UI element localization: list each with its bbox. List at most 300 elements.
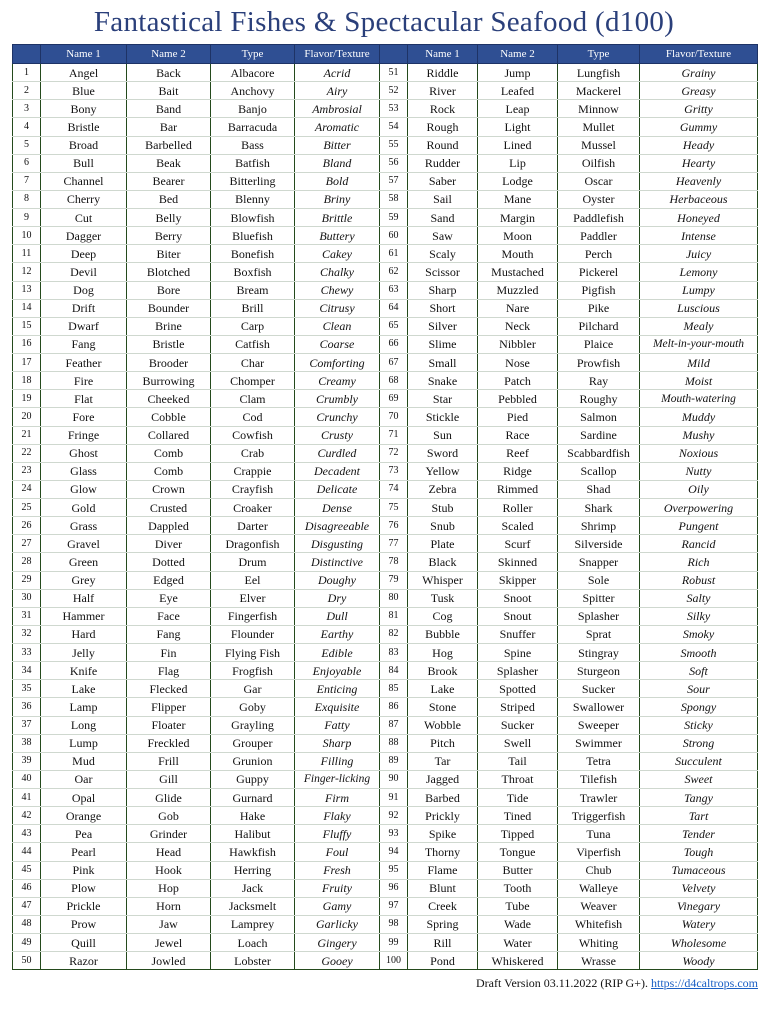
cell-roll-right: 74 [380, 480, 408, 498]
cell-name2-right: Spine [478, 644, 558, 662]
cell-name2-right: Lodge [478, 172, 558, 190]
table-row [13, 118, 758, 136]
cell-name1-right: Blunt [408, 879, 478, 897]
footer-link[interactable]: https://d4caltrops.com [651, 976, 758, 990]
cell-flavor-left: Sharp [295, 734, 380, 752]
cell-name1-right: Flame [408, 861, 478, 879]
cell-name1-left: Ghost [41, 444, 127, 462]
header-name2-left: Name 2 [127, 45, 211, 64]
cell-flavor-right: Velvety [640, 879, 758, 897]
cell-name1-right: Rill [408, 934, 478, 952]
cell-roll-left: 15 [13, 317, 41, 335]
table-row [13, 372, 758, 390]
cell-roll-right: 91 [380, 789, 408, 807]
cell-roll-right: 59 [380, 209, 408, 227]
cell-flavor-left: Aromatic [295, 118, 380, 136]
cell-name2-right: Nare [478, 299, 558, 317]
cell-name1-left: Fang [41, 335, 127, 353]
cell-type-right: Sprat [558, 625, 640, 643]
table-row [13, 444, 758, 462]
footer-version: Draft Version 03.11.2022 (RIP G+). [476, 976, 651, 990]
cell-roll-right: 98 [380, 915, 408, 933]
cell-name2-right: Jump [478, 64, 558, 82]
cell-roll-left: 14 [13, 299, 41, 317]
cell-name2-left: Horn [127, 897, 211, 915]
cell-roll-left: 6 [13, 154, 41, 172]
cell-roll-left: 27 [13, 535, 41, 553]
cell-type-left: Grayling [211, 716, 295, 734]
cell-name2-right: Snoot [478, 589, 558, 607]
cell-name2-right: Margin [478, 209, 558, 227]
cell-roll-left: 42 [13, 807, 41, 825]
cell-name2-left: Bristle [127, 335, 211, 353]
table-row [13, 662, 758, 680]
cell-name1-left: Prow [41, 915, 127, 933]
cell-type-left: Jacksmelt [211, 897, 295, 915]
table-row [13, 680, 758, 698]
cell-flavor-left: Crunchy [295, 408, 380, 426]
cell-name2-right: Reef [478, 444, 558, 462]
cell-type-left: Herring [211, 861, 295, 879]
cell-flavor-left: Comforting [295, 354, 380, 372]
cell-type-right: Paddler [558, 227, 640, 245]
cell-roll-right: 66 [380, 335, 408, 353]
cell-flavor-left: Doughy [295, 571, 380, 589]
cell-flavor-left: Gamy [295, 897, 380, 915]
cell-roll-left: 41 [13, 789, 41, 807]
table-row [13, 734, 758, 752]
cell-name2-left: Bounder [127, 299, 211, 317]
cell-roll-right: 73 [380, 462, 408, 480]
header-flavor-left: Flavor/Texture [295, 45, 380, 64]
cell-flavor-left: Decadent [295, 462, 380, 480]
cell-flavor-left: Bland [295, 154, 380, 172]
cell-flavor-right: Mealy [640, 317, 758, 335]
cell-name1-right: Sword [408, 444, 478, 462]
cell-name2-left: Freckled [127, 734, 211, 752]
cell-name1-right: Star [408, 390, 478, 408]
cell-name1-right: Small [408, 354, 478, 372]
cell-flavor-left: Disgusting [295, 535, 380, 553]
cell-flavor-left: Chalky [295, 263, 380, 281]
cell-name1-right: Saw [408, 227, 478, 245]
cell-flavor-left: Brittle [295, 209, 380, 227]
cell-name1-left: Razor [41, 952, 127, 970]
cell-name1-right: Snake [408, 372, 478, 390]
cell-name2-left: Hook [127, 861, 211, 879]
cell-name1-left: Quill [41, 934, 127, 952]
cell-type-left: Anchovy [211, 82, 295, 100]
cell-name1-right: Tar [408, 752, 478, 770]
table-body [13, 64, 758, 970]
cell-name2-right: Tube [478, 897, 558, 915]
cell-roll-right: 87 [380, 716, 408, 734]
cell-flavor-right: Melt-in-your-mouth [640, 335, 758, 353]
table-row [13, 227, 758, 245]
header-flavor-right: Flavor/Texture [640, 45, 758, 64]
cell-flavor-left: Dense [295, 499, 380, 517]
cell-flavor-left: Fluffy [295, 825, 380, 843]
cell-roll-left: 36 [13, 698, 41, 716]
cell-roll-right: 55 [380, 136, 408, 154]
cell-type-right: Oscar [558, 172, 640, 190]
cell-roll-left: 30 [13, 589, 41, 607]
cell-roll-right: 72 [380, 444, 408, 462]
table-row [13, 607, 758, 625]
table-row [13, 517, 758, 535]
table-row [13, 263, 758, 281]
cell-name1-right: Scaly [408, 245, 478, 263]
cell-name1-left: Deep [41, 245, 127, 263]
cell-name2-right: Lined [478, 136, 558, 154]
cell-roll-left: 26 [13, 517, 41, 535]
cell-name1-left: Green [41, 553, 127, 571]
cell-flavor-right: Muddy [640, 408, 758, 426]
cell-roll-right: 71 [380, 426, 408, 444]
table-row [13, 553, 758, 571]
cell-roll-left: 10 [13, 227, 41, 245]
footer [476, 976, 758, 991]
cell-type-right: Oilfish [558, 154, 640, 172]
cell-flavor-right: Herbaceous [640, 190, 758, 208]
cell-name2-right: Scaled [478, 517, 558, 535]
cell-name1-right: Whisper [408, 571, 478, 589]
table-row [13, 154, 758, 172]
cell-name1-right: Jagged [408, 770, 478, 788]
cell-type-right: Pigfish [558, 281, 640, 299]
cell-flavor-right: Lumpy [640, 281, 758, 299]
cell-roll-right: 92 [380, 807, 408, 825]
cell-name2-left: Gill [127, 770, 211, 788]
cell-roll-right: 63 [380, 281, 408, 299]
cell-name1-right: Sharp [408, 281, 478, 299]
cell-name1-left: Fringe [41, 426, 127, 444]
cell-name1-left: Oar [41, 770, 127, 788]
table-row [13, 354, 758, 372]
cell-name2-left: Dotted [127, 553, 211, 571]
cell-name1-left: Cut [41, 209, 127, 227]
cell-name2-left: Bearer [127, 172, 211, 190]
cell-flavor-left: Creamy [295, 372, 380, 390]
cell-flavor-left: Chewy [295, 281, 380, 299]
table-row [13, 426, 758, 444]
cell-roll-right: 60 [380, 227, 408, 245]
cell-type-right: Prowfish [558, 354, 640, 372]
cell-name1-right: Rough [408, 118, 478, 136]
table-row [13, 82, 758, 100]
cell-name1-left: Broad [41, 136, 127, 154]
cell-type-left: Guppy [211, 770, 295, 788]
cell-name2-right: Throat [478, 770, 558, 788]
cell-flavor-right: Pungent [640, 517, 758, 535]
cell-type-left: Carp [211, 317, 295, 335]
cell-roll-right: 52 [380, 82, 408, 100]
cell-roll-right: 88 [380, 734, 408, 752]
cell-flavor-right: Moist [640, 372, 758, 390]
cell-flavor-right: Tangy [640, 789, 758, 807]
cell-name1-left: Gravel [41, 535, 127, 553]
cell-roll-right: 62 [380, 263, 408, 281]
cell-name2-right: Tail [478, 752, 558, 770]
cell-name1-left: Lake [41, 680, 127, 698]
cell-roll-left: 32 [13, 625, 41, 643]
cell-flavor-right: Soft [640, 662, 758, 680]
cell-type-right: Mullet [558, 118, 640, 136]
cell-type-left: Bonefish [211, 245, 295, 263]
cell-name1-right: Lake [408, 680, 478, 698]
cell-roll-right: 81 [380, 607, 408, 625]
cell-roll-left: 5 [13, 136, 41, 154]
cell-name1-left: Angel [41, 64, 127, 82]
table-row [13, 172, 758, 190]
cell-name1-right: Riddle [408, 64, 478, 82]
cell-name1-left: Dagger [41, 227, 127, 245]
cell-name1-left: Glass [41, 462, 127, 480]
cell-flavor-right: Wholesome [640, 934, 758, 952]
cell-name2-left: Bait [127, 82, 211, 100]
cell-type-left: Batfish [211, 154, 295, 172]
cell-name1-right: Pond [408, 952, 478, 970]
cell-flavor-right: Tumaceous [640, 861, 758, 879]
cell-name2-right: Roller [478, 499, 558, 517]
cell-name1-left: Opal [41, 789, 127, 807]
table-row [13, 625, 758, 643]
cell-type-left: Loach [211, 934, 295, 952]
cell-name1-right: Pitch [408, 734, 478, 752]
cell-roll-right: 57 [380, 172, 408, 190]
cell-flavor-right: Gritty [640, 100, 758, 118]
cell-type-left: Dragonfish [211, 535, 295, 553]
cell-type-left: Fingerfish [211, 607, 295, 625]
cell-roll-left: 49 [13, 934, 41, 952]
cell-name2-right: Butter [478, 861, 558, 879]
cell-flavor-left: Earthy [295, 625, 380, 643]
cell-name2-left: Glide [127, 789, 211, 807]
cell-name1-right: Barbed [408, 789, 478, 807]
cell-type-left: Bitterling [211, 172, 295, 190]
cell-type-left: Frogfish [211, 662, 295, 680]
cell-name2-right: Light [478, 118, 558, 136]
cell-type-left: Banjo [211, 100, 295, 118]
cell-roll-left: 50 [13, 952, 41, 970]
cell-name1-left: Bull [41, 154, 127, 172]
cell-roll-left: 39 [13, 752, 41, 770]
cell-flavor-left: Bold [295, 172, 380, 190]
cell-type-right: Sturgeon [558, 662, 640, 680]
header-name1-right: Name 1 [408, 45, 478, 64]
cell-flavor-right: Mouth-watering [640, 390, 758, 408]
cell-name2-left: Collared [127, 426, 211, 444]
cell-name1-left: Hammer [41, 607, 127, 625]
cell-flavor-right: Succulent [640, 752, 758, 770]
cell-flavor-right: Hearty [640, 154, 758, 172]
cell-type-left: Cowfish [211, 426, 295, 444]
cell-flavor-left: Briny [295, 190, 380, 208]
cell-roll-right: 65 [380, 317, 408, 335]
cell-roll-left: 18 [13, 372, 41, 390]
cell-name1-right: Thorny [408, 843, 478, 861]
cell-flavor-right: Rich [640, 553, 758, 571]
cell-name2-left: Bar [127, 118, 211, 136]
cell-roll-right: 56 [380, 154, 408, 172]
table-row [13, 770, 758, 788]
cell-flavor-left: Cakey [295, 245, 380, 263]
cell-flavor-left: Firm [295, 789, 380, 807]
cell-type-left: Chomper [211, 372, 295, 390]
cell-name1-left: Devil [41, 263, 127, 281]
cell-name2-right: Pied [478, 408, 558, 426]
cell-name1-left: Plow [41, 879, 127, 897]
cell-type-left: Flying Fish [211, 644, 295, 662]
cell-flavor-left: Edible [295, 644, 380, 662]
cell-name1-left: Grass [41, 517, 127, 535]
cell-type-right: Trawler [558, 789, 640, 807]
cell-name2-right: Water [478, 934, 558, 952]
cell-type-left: Goby [211, 698, 295, 716]
cell-name1-left: Mud [41, 752, 127, 770]
cell-type-right: Viperfish [558, 843, 640, 861]
cell-flavor-right: Robust [640, 571, 758, 589]
cell-name1-right: Stickle [408, 408, 478, 426]
cell-flavor-right: Vinegary [640, 897, 758, 915]
cell-type-right: Sardine [558, 426, 640, 444]
cell-roll-left: 13 [13, 281, 41, 299]
cell-type-left: Blowfish [211, 209, 295, 227]
table-row [13, 716, 758, 734]
cell-roll-right: 61 [380, 245, 408, 263]
cell-type-left: Barracuda [211, 118, 295, 136]
cell-name2-left: Gob [127, 807, 211, 825]
cell-name1-right: Sun [408, 426, 478, 444]
cell-flavor-right: Watery [640, 915, 758, 933]
table-row [13, 480, 758, 498]
cell-flavor-left: Bitter [295, 136, 380, 154]
cell-name2-right: Tooth [478, 879, 558, 897]
cell-name2-left: Burrowing [127, 372, 211, 390]
cell-roll-left: 12 [13, 263, 41, 281]
cell-roll-left: 33 [13, 644, 41, 662]
cell-roll-right: 67 [380, 354, 408, 372]
cell-flavor-right: Lemony [640, 263, 758, 281]
cell-flavor-right: Mushy [640, 426, 758, 444]
page-title: Fantastical Fishes & Spectacular Seafood (d100) [93, 6, 675, 38]
cell-flavor-right: Grainy [640, 64, 758, 82]
cell-name2-left: Bed [127, 190, 211, 208]
cell-flavor-right: Tough [640, 843, 758, 861]
cell-roll-left: 3 [13, 100, 41, 118]
cell-roll-left: 45 [13, 861, 41, 879]
table-row [13, 499, 758, 517]
table-row [13, 390, 758, 408]
cell-type-left: Bass [211, 136, 295, 154]
cell-name1-left: Bristle [41, 118, 127, 136]
cell-type-right: Mussel [558, 136, 640, 154]
cell-flavor-left: Flaky [295, 807, 380, 825]
cell-roll-right: 79 [380, 571, 408, 589]
cell-type-right: Plaice [558, 335, 640, 353]
cell-type-right: Silverside [558, 535, 640, 553]
cell-name1-right: Prickly [408, 807, 478, 825]
cell-name2-left: Crusted [127, 499, 211, 517]
cell-flavor-right: Luscious [640, 299, 758, 317]
cell-flavor-right: Woody [640, 952, 758, 970]
cell-name2-left: Fin [127, 644, 211, 662]
cell-roll-right: 51 [380, 64, 408, 82]
cell-type-right: Mackerel [558, 82, 640, 100]
cell-name2-right: Leap [478, 100, 558, 118]
cell-flavor-right: Spongy [640, 698, 758, 716]
cell-name1-left: Pink [41, 861, 127, 879]
cell-flavor-left: Delicate [295, 480, 380, 498]
cell-flavor-right: Noxious [640, 444, 758, 462]
cell-name1-right: Spike [408, 825, 478, 843]
cell-flavor-left: Finger-licking [295, 770, 380, 788]
cell-name1-right: Brook [408, 662, 478, 680]
cell-type-left: Lamprey [211, 915, 295, 933]
table-row [13, 825, 758, 843]
cell-roll-right: 58 [380, 190, 408, 208]
cell-roll-left: 35 [13, 680, 41, 698]
cell-flavor-right: Sticky [640, 716, 758, 734]
cell-name1-left: Long [41, 716, 127, 734]
cell-name2-right: Nose [478, 354, 558, 372]
cell-roll-left: 44 [13, 843, 41, 861]
cell-type-right: Tilefish [558, 770, 640, 788]
cell-roll-left: 9 [13, 209, 41, 227]
cell-roll-left: 4 [13, 118, 41, 136]
cell-name1-right: Plate [408, 535, 478, 553]
cell-type-left: Bluefish [211, 227, 295, 245]
cell-name1-right: Spring [408, 915, 478, 933]
cell-flavor-right: Rancid [640, 535, 758, 553]
cell-roll-right: 93 [380, 825, 408, 843]
cell-name1-left: Orange [41, 807, 127, 825]
cell-name2-left: Hop [127, 879, 211, 897]
table-row [13, 861, 758, 879]
cell-name1-left: Grey [41, 571, 127, 589]
cell-roll-left: 7 [13, 172, 41, 190]
cell-type-right: Pike [558, 299, 640, 317]
cell-type-left: Eel [211, 571, 295, 589]
cell-type-left: Bream [211, 281, 295, 299]
cell-type-right: Paddlefish [558, 209, 640, 227]
cell-name2-left: Jewel [127, 934, 211, 952]
cell-flavor-right: Nutty [640, 462, 758, 480]
cell-flavor-right: Silky [640, 607, 758, 625]
cell-name2-right: Scurf [478, 535, 558, 553]
cell-name1-left: Drift [41, 299, 127, 317]
cell-name1-right: Bubble [408, 625, 478, 643]
cell-roll-right: 78 [380, 553, 408, 571]
cell-type-left: Grunion [211, 752, 295, 770]
table-row [13, 644, 758, 662]
cell-name1-left: Blue [41, 82, 127, 100]
cell-name2-left: Dappled [127, 517, 211, 535]
cell-type-right: Triggerfish [558, 807, 640, 825]
cell-name2-left: Flecked [127, 680, 211, 698]
cell-name2-left: Blotched [127, 263, 211, 281]
cell-flavor-left: Dull [295, 607, 380, 625]
cell-name2-left: Brine [127, 317, 211, 335]
cell-name1-left: Channel [41, 172, 127, 190]
table-row [13, 462, 758, 480]
cell-flavor-left: Enjoyable [295, 662, 380, 680]
cell-type-right: Oyster [558, 190, 640, 208]
cell-name1-right: Tusk [408, 589, 478, 607]
cell-roll-left: 2 [13, 82, 41, 100]
cell-name1-right: Rudder [408, 154, 478, 172]
cell-type-right: Minnow [558, 100, 640, 118]
